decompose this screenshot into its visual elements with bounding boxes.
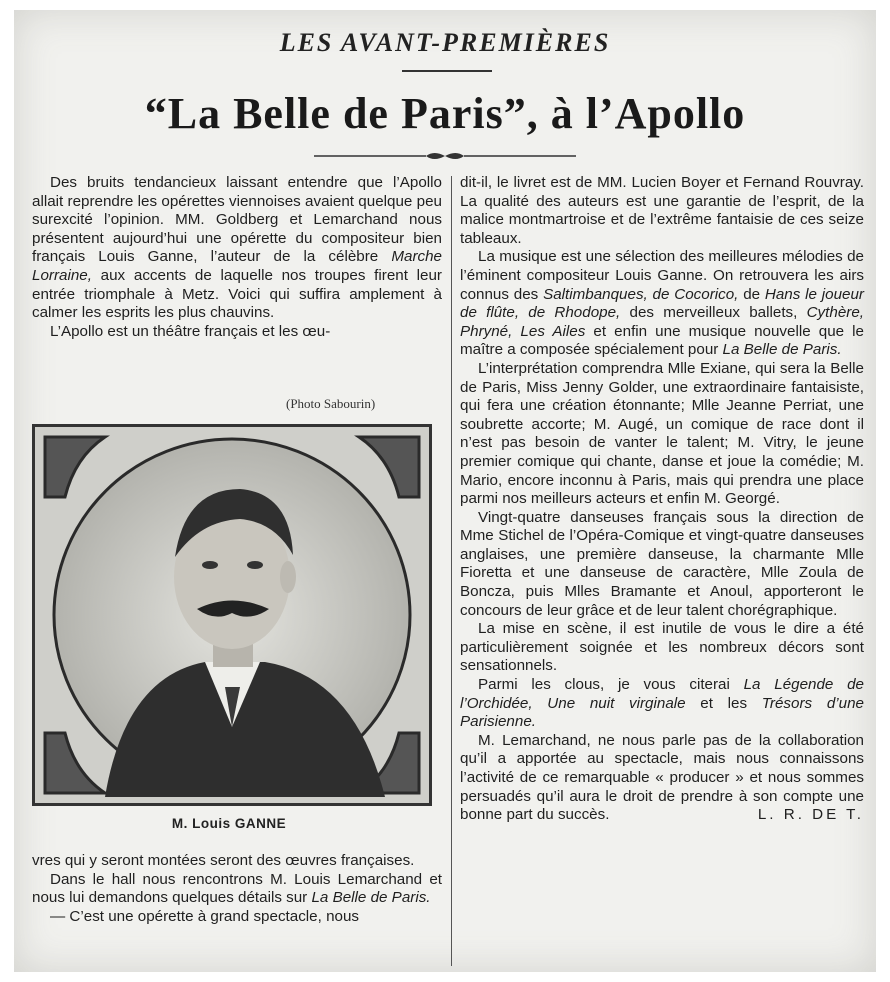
paragraph: [460, 509, 864, 621]
kicker-rule: [402, 70, 492, 72]
italic-title: Marche Lorraine,: [32, 248, 442, 284]
text-run: aux accents de laquelle nos troupes firent leur entrée triomphale à Metz. Voici qui suffira amplement à calmer les esprits les plus chauvins.: [32, 266, 442, 322]
text-run: M. Lemarchand, ne nous parle pas de la collaboration qu’il a apportée au spectacle, mais nous connaissons l’activité de ce remarquable « producer » et nous sommes persuadés qu’il aura le droit de prendre à son compte une bonne part du succès.: [460, 731, 864, 824]
italic-title: Saltimbanques, de Cocorico,: [543, 285, 739, 303]
text-run: L’Apollo est un théâtre français et les œu-: [50, 322, 331, 340]
ornament-rule: [314, 150, 576, 162]
text-run: des merveilleux ballets,: [620, 304, 807, 322]
headline: “La Belle de Paris”, à l’Apollo: [144, 89, 746, 138]
article-left-top: [32, 174, 442, 341]
paragraph: [32, 174, 442, 323]
italic-title: Hans le joueur de flûte, de Rhodope,: [460, 285, 864, 322]
paragraph: [32, 323, 442, 342]
italic-title: La Belle de Paris.: [311, 889, 431, 907]
text-run: Dans le hall nous rencontrons M. Louis Lemarchand et nous lui demandons quelques détails sur: [32, 870, 442, 907]
text-run: de: [738, 285, 765, 303]
text-run: Des bruits tendancieux laissant entendre que l’Apollo allait reprendre les opérettes viennoises avaient quelque peu surexcité l’opinion. MM. Goldberg et Lemarchand nous présentent aujourd’hui une opérette du compositeur bien français Louis Ganne, l’auteur de la célèbre: [32, 174, 442, 266]
paragraph: [460, 174, 864, 248]
author-signature: L. R. DE T.: [757, 806, 864, 824]
paragraph: [460, 732, 864, 825]
paragraph: [32, 908, 442, 927]
text-run: Vingt-quatre danseuses français sous la direction de Mme Stichel de l’Opéra-Comique et vingt-quatre danseuses anglaises, une première danseuse, la charmante Mlle Fioretta et une danseuse de caractère, Mlle Zoula de Boncza, puis Mlles Bramante et Anoul, apporteront le concours de leur grâce et de leur talent chorégraphique.: [460, 508, 864, 619]
italic-title: Cythère, Phryné, Les Ailes: [460, 304, 864, 340]
portrait-illustration: [35, 427, 429, 803]
text-run: — C’est une opérette à grand spectacle, nous: [50, 907, 360, 925]
text-run: vres qui y seront montées seront des œuvres françaises.: [32, 852, 415, 869]
text-run: et enfin une musique nouvelle que le maître a composée spécialement pour: [460, 322, 864, 359]
text-run: Parmi les clous, je vous citerai: [478, 676, 744, 694]
text-run: et les: [685, 694, 762, 712]
section-kicker: LES AVANT-PREMIÈRES: [279, 28, 611, 57]
photo-caption: M. Louis GANNE: [171, 816, 287, 831]
column-divider: [451, 176, 452, 966]
italic-title: La Légende de l’Orchidée, Une nuit virginale: [460, 676, 864, 712]
paragraph: [460, 248, 864, 360]
portrait-photo: [32, 424, 432, 806]
italic-title: La Belle de Paris.: [722, 341, 842, 359]
paragraph: [460, 360, 864, 509]
text-run: dit-il, le livret est de MM. Lucien Boyer et Fernand Rouvray. La qualité des auteurs est une garantie de l’esprit, de la malice montmartroise et de l’extrême fantaisie de ces seize tableaux.: [460, 174, 864, 247]
italic-title: Trésors d’une Parisienne.: [460, 694, 864, 731]
paragraph: [460, 676, 864, 732]
paragraph: [460, 620, 864, 676]
article-right: [460, 174, 864, 825]
photo-credit: (Photo Sabourin): [286, 396, 376, 411]
text-run: L’interprétation comprendra Mlle Exiane, qui sera la Belle de Paris, Miss Jenny Golder, une extraordinaire fantaisiste, qui fera une création étonnante; Mlle Jeanne Perriat, une soubrette accorte; M. Augé, un comique de race dont il n’est pas besoin de vanter le talent; M. Vitry, le jeune premier comique qui chante, danse et joue la comédie; M. Mario, encore inconnu à Paris, mais qui prendra une place parmi nos meilleurs acteurs et enfin M. Georgé.: [460, 359, 864, 508]
paragraph: [32, 852, 442, 871]
article-left-bottom: [32, 852, 442, 926]
newspaper-clipping: [14, 10, 876, 972]
text-run: La musique est une sélection des meilleures mélodies de l’éminent compositeur Louis Ganne. On retrouvera les airs connus des: [460, 248, 864, 303]
paragraph: [32, 871, 442, 908]
text-run: La mise en scène, il est inutile de vous le dire a été particulièrement soignée et les nombreux décors sont sensationnels.: [460, 620, 864, 675]
